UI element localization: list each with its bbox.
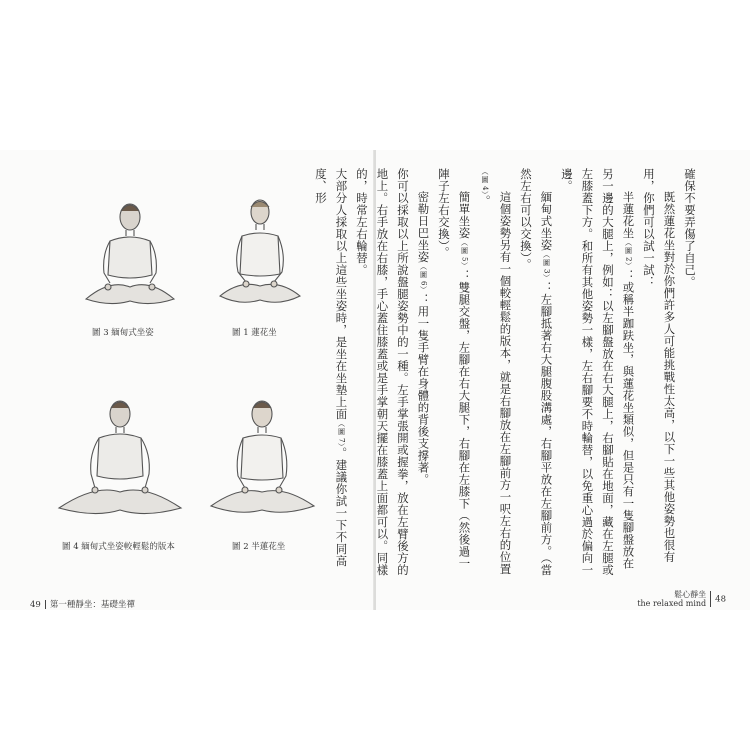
figure-1-caption: 圖 1 蓮花坐 [232, 328, 277, 338]
figure-2 [205, 390, 320, 525]
paragraph: 你可以採取以上所說盤腿姿勢中的一種。左手掌張開或握拳，放在左臂後方的地上。右手放在右膝，手心蓋住膝蓋或是手掌朝天擺在膝蓋上面都可以。同樣的，時常左右輪替。 [355, 168, 410, 576]
paragraph: 既然蓮花坐對於你們許多人可能挑戰性太高，以下一些其他姿勢也很有用，你們可以試一試： [642, 168, 677, 563]
seated-figure-lotus-icon [210, 190, 310, 315]
book-spread [0, 150, 750, 610]
right-page-footer [637, 590, 726, 608]
book-title: 鬆心靜坐 [674, 590, 707, 599]
paragraph: 確保不要弄傷了自己。 [683, 168, 697, 288]
paragraph: 半蓮花坐（圖 2）：或稱半跏趺坐，與蓮花坐類似，但是只有一隻腳盤放在另一邊的大腿上，例如：以左腳盤放在右大腿上，右腳貼在地面，藏在左腿或左膝蓋下方。和所有其他姿勢一樣，左右腳要不時輪替，以免重心過於偏向一邊。 [560, 168, 636, 576]
paragraph: 大部分人採取以上這些坐姿時，是坐在坐墊上面（圖 7）。建議你試一下不同高度、形 [314, 168, 349, 568]
paragraph: 簡單坐姿（圖 5）：雙腿交盤，左腳在右大腿下，右腳在左膝下（然後過一陣子左右交換）。 [437, 168, 472, 570]
figure-2-caption: 圖 2 半蓮花坐 [232, 542, 286, 552]
figure-3-caption: 圖 3 緬甸式坐姿 [92, 328, 154, 338]
seated-figure-half-lotus-icon [205, 390, 320, 525]
left-page-footer [30, 598, 135, 610]
right-page-number: 48 [715, 594, 726, 605]
footer-divider [45, 600, 46, 609]
figure-1 [210, 190, 310, 315]
body-text [314, 168, 700, 578]
left-page-number: 49 [30, 600, 41, 610]
paragraph: 這個姿勢另有一個較輕鬆的版本，就是右腳放在左腳前方一呎左右的位置（圖 4）。 [478, 168, 513, 575]
chapter-title: 第一種靜坐：基礎坐禪 [49, 600, 135, 610]
right-page [314, 150, 750, 610]
paragraph: 密勒日巴坐姿（圖 6）：用一隻手臂在身體的背後支撐著。 [416, 190, 431, 486]
figure-3 [80, 195, 180, 315]
footer-divider [710, 591, 711, 607]
figure-4 [55, 390, 185, 525]
figure-4-caption: 圖 4 緬甸式坐姿較輕鬆的版本 [62, 542, 175, 552]
seated-figure-burmese-relaxed-icon [55, 390, 185, 525]
book-subtitle: the relaxed mind [637, 599, 707, 608]
seated-figure-burmese-icon [80, 195, 180, 315]
paragraph: 緬甸式坐姿（圖 3）：左腳抵著右大腿腹股溝處，右腳平放在左腳前方。（當然左右可以交換）。 [519, 168, 554, 576]
